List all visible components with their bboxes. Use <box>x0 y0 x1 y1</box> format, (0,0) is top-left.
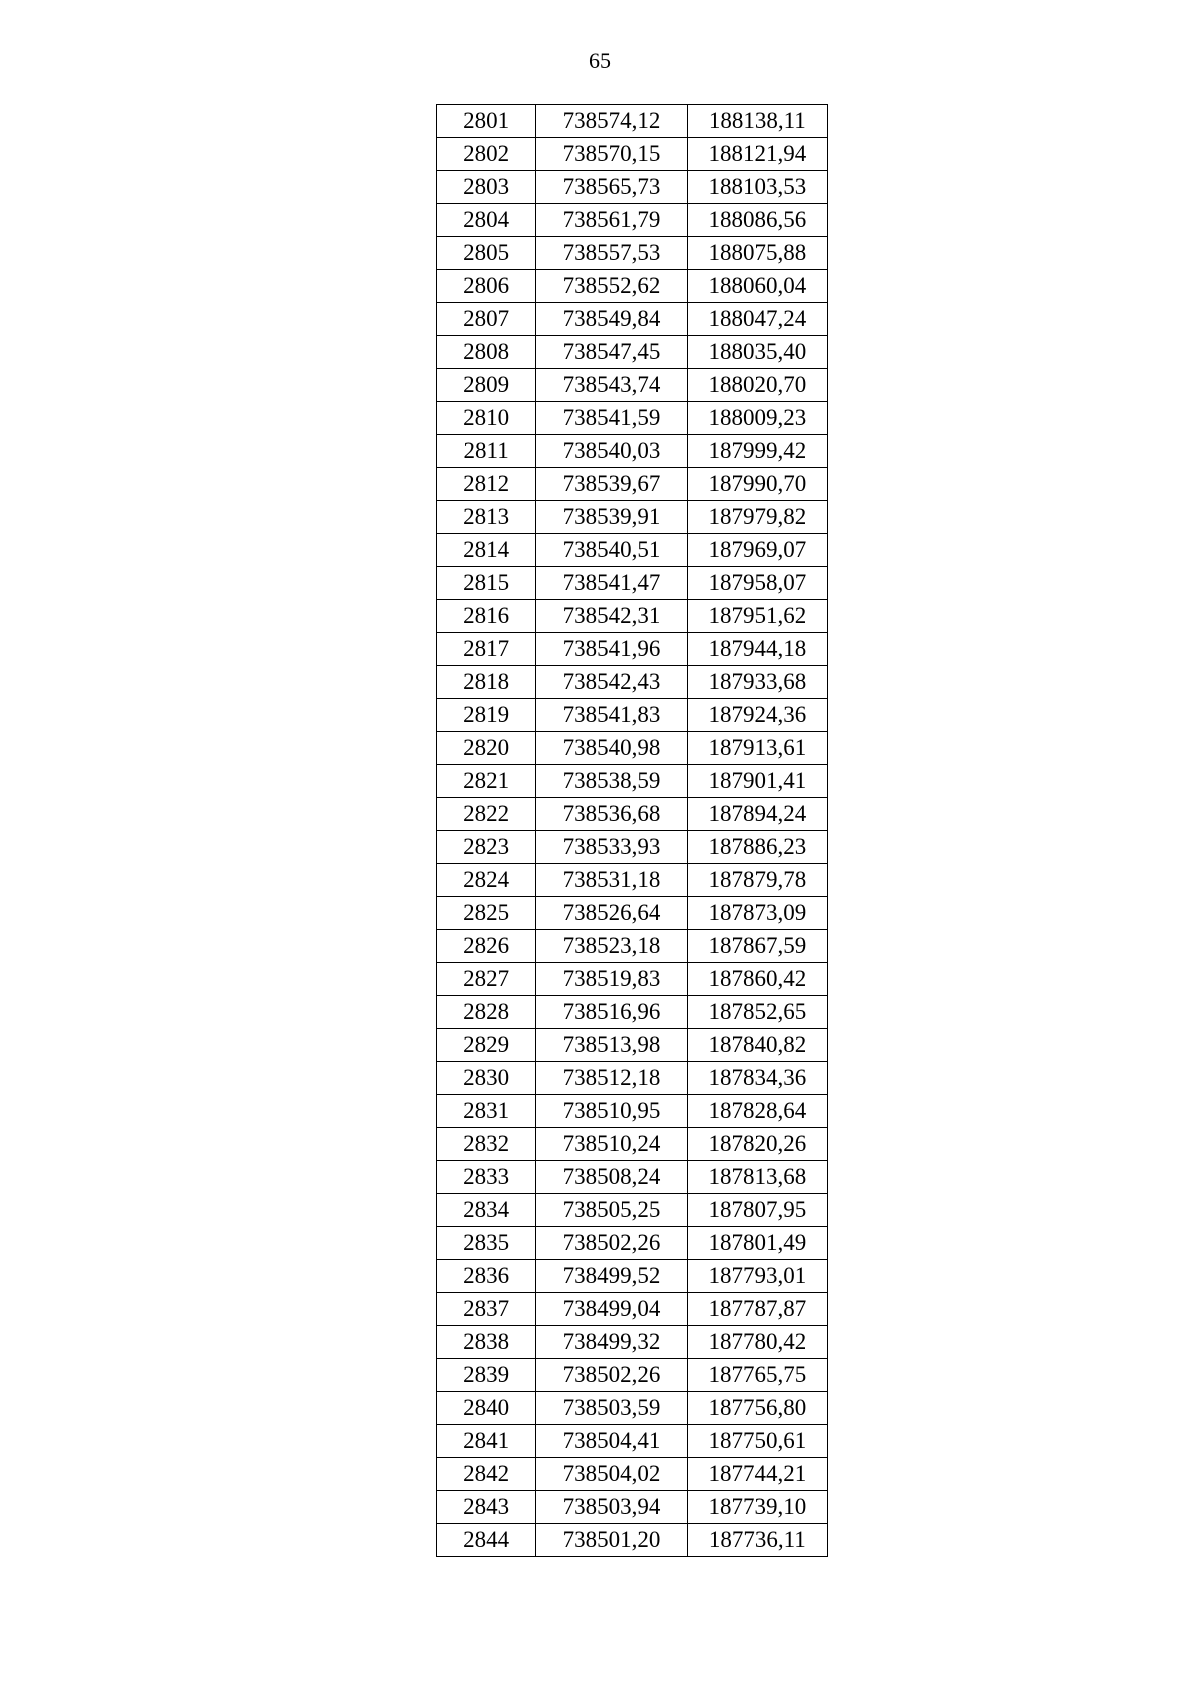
point-number-cell: 2829 <box>437 1029 536 1062</box>
point-number-cell: 2827 <box>437 963 536 996</box>
table-row <box>437 1260 828 1293</box>
y-coordinate-cell: 187873,09 <box>687 897 827 930</box>
table-row <box>437 1029 828 1062</box>
x-coordinate-cell: 738542,31 <box>536 600 687 633</box>
x-coordinate-cell: 738526,64 <box>536 897 687 930</box>
y-coordinate-cell: 187739,10 <box>687 1491 827 1524</box>
table-row <box>437 1161 828 1194</box>
table-row <box>437 237 828 270</box>
point-number-cell: 2835 <box>437 1227 536 1260</box>
table-row <box>437 501 828 534</box>
y-coordinate-cell: 187901,41 <box>687 765 827 798</box>
y-coordinate-cell: 187913,61 <box>687 732 827 765</box>
table-row <box>437 897 828 930</box>
table-row <box>437 699 828 732</box>
coordinates-table <box>436 104 828 1557</box>
x-coordinate-cell: 738502,26 <box>536 1359 687 1392</box>
y-coordinate-cell: 188086,56 <box>687 204 827 237</box>
table-row <box>437 468 828 501</box>
x-coordinate-cell: 738504,41 <box>536 1425 687 1458</box>
table-row <box>437 369 828 402</box>
point-number-cell: 2839 <box>437 1359 536 1392</box>
table-row <box>437 666 828 699</box>
point-number-cell: 2806 <box>437 270 536 303</box>
table-row <box>437 534 828 567</box>
y-coordinate-cell: 187951,62 <box>687 600 827 633</box>
table-row <box>437 1491 828 1524</box>
table-row <box>437 435 828 468</box>
point-number-cell: 2810 <box>437 402 536 435</box>
x-coordinate-cell: 738519,83 <box>536 963 687 996</box>
point-number-cell: 2831 <box>437 1095 536 1128</box>
point-number-cell: 2808 <box>437 336 536 369</box>
y-coordinate-cell: 187879,78 <box>687 864 827 897</box>
x-coordinate-cell: 738510,24 <box>536 1128 687 1161</box>
x-coordinate-cell: 738539,91 <box>536 501 687 534</box>
point-number-cell: 2840 <box>437 1392 536 1425</box>
y-coordinate-cell: 188103,53 <box>687 171 827 204</box>
table-row <box>437 930 828 963</box>
y-coordinate-cell: 188060,04 <box>687 270 827 303</box>
x-coordinate-cell: 738531,18 <box>536 864 687 897</box>
table-row <box>437 1392 828 1425</box>
y-coordinate-cell: 187944,18 <box>687 633 827 666</box>
table-row <box>437 567 828 600</box>
y-coordinate-cell: 187736,11 <box>687 1524 827 1557</box>
y-coordinate-cell: 187979,82 <box>687 501 827 534</box>
x-coordinate-cell: 738502,26 <box>536 1227 687 1260</box>
point-number-cell: 2801 <box>437 105 536 138</box>
x-coordinate-cell: 738499,52 <box>536 1260 687 1293</box>
y-coordinate-cell: 187807,95 <box>687 1194 827 1227</box>
x-coordinate-cell: 738570,15 <box>536 138 687 171</box>
y-coordinate-cell: 187860,42 <box>687 963 827 996</box>
point-number-cell: 2828 <box>437 996 536 1029</box>
y-coordinate-cell: 188047,24 <box>687 303 827 336</box>
point-number-cell: 2824 <box>437 864 536 897</box>
table-row <box>437 600 828 633</box>
point-number-cell: 2822 <box>437 798 536 831</box>
point-number-cell: 2804 <box>437 204 536 237</box>
table-row <box>437 204 828 237</box>
table-row <box>437 1458 828 1491</box>
y-coordinate-cell: 187867,59 <box>687 930 827 963</box>
table-row <box>437 996 828 1029</box>
x-coordinate-cell: 738543,74 <box>536 369 687 402</box>
point-number-cell: 2812 <box>437 468 536 501</box>
x-coordinate-cell: 738574,12 <box>536 105 687 138</box>
point-number-cell: 2825 <box>437 897 536 930</box>
point-number-cell: 2818 <box>437 666 536 699</box>
point-number-cell: 2821 <box>437 765 536 798</box>
table-row <box>437 105 828 138</box>
y-coordinate-cell: 187756,80 <box>687 1392 827 1425</box>
x-coordinate-cell: 738512,18 <box>536 1062 687 1095</box>
x-coordinate-cell: 738536,68 <box>536 798 687 831</box>
table-row <box>437 1194 828 1227</box>
table-row <box>437 1062 828 1095</box>
y-coordinate-cell: 187886,23 <box>687 831 827 864</box>
y-coordinate-cell: 187793,01 <box>687 1260 827 1293</box>
y-coordinate-cell: 187852,65 <box>687 996 827 1029</box>
x-coordinate-cell: 738561,79 <box>536 204 687 237</box>
y-coordinate-cell: 188009,23 <box>687 402 827 435</box>
table-row <box>437 1095 828 1128</box>
y-coordinate-cell: 187813,68 <box>687 1161 827 1194</box>
x-coordinate-cell: 738504,02 <box>536 1458 687 1491</box>
x-coordinate-cell: 738508,24 <box>536 1161 687 1194</box>
point-number-cell: 2815 <box>437 567 536 600</box>
x-coordinate-cell: 738499,32 <box>536 1326 687 1359</box>
x-coordinate-cell: 738557,53 <box>536 237 687 270</box>
x-coordinate-cell: 738523,18 <box>536 930 687 963</box>
point-number-cell: 2834 <box>437 1194 536 1227</box>
table-row <box>437 1326 828 1359</box>
point-number-cell: 2830 <box>437 1062 536 1095</box>
y-coordinate-cell: 187820,26 <box>687 1128 827 1161</box>
x-coordinate-cell: 738499,04 <box>536 1293 687 1326</box>
y-coordinate-cell: 187958,07 <box>687 567 827 600</box>
x-coordinate-cell: 738549,84 <box>536 303 687 336</box>
y-coordinate-cell: 188075,88 <box>687 237 827 270</box>
point-number-cell: 2802 <box>437 138 536 171</box>
point-number-cell: 2813 <box>437 501 536 534</box>
y-coordinate-cell: 187924,36 <box>687 699 827 732</box>
point-number-cell: 2833 <box>437 1161 536 1194</box>
y-coordinate-cell: 188138,11 <box>687 105 827 138</box>
point-number-cell: 2817 <box>437 633 536 666</box>
x-coordinate-cell: 738565,73 <box>536 171 687 204</box>
point-number-cell: 2841 <box>437 1425 536 1458</box>
table-row <box>437 831 828 864</box>
table-row <box>437 303 828 336</box>
y-coordinate-cell: 187990,70 <box>687 468 827 501</box>
x-coordinate-cell: 738510,95 <box>536 1095 687 1128</box>
y-coordinate-cell: 187787,87 <box>687 1293 827 1326</box>
y-coordinate-cell: 187933,68 <box>687 666 827 699</box>
table-row <box>437 336 828 369</box>
x-coordinate-cell: 738513,98 <box>536 1029 687 1062</box>
point-number-cell: 2807 <box>437 303 536 336</box>
table-row <box>437 633 828 666</box>
point-number-cell: 2837 <box>437 1293 536 1326</box>
point-number-cell: 2832 <box>437 1128 536 1161</box>
point-number-cell: 2823 <box>437 831 536 864</box>
y-coordinate-cell: 188035,40 <box>687 336 827 369</box>
x-coordinate-cell: 738540,98 <box>536 732 687 765</box>
point-number-cell: 2811 <box>437 435 536 468</box>
table-row <box>437 1425 828 1458</box>
x-coordinate-cell: 738516,96 <box>536 996 687 1029</box>
y-coordinate-cell: 187780,42 <box>687 1326 827 1359</box>
table-row <box>437 1128 828 1161</box>
table-row <box>437 138 828 171</box>
table-row <box>437 798 828 831</box>
table-row <box>437 1227 828 1260</box>
y-coordinate-cell: 187999,42 <box>687 435 827 468</box>
point-number-cell: 2809 <box>437 369 536 402</box>
table-row <box>437 171 828 204</box>
x-coordinate-cell: 738503,59 <box>536 1392 687 1425</box>
x-coordinate-cell: 738552,62 <box>536 270 687 303</box>
point-number-cell: 2826 <box>437 930 536 963</box>
table-row <box>437 765 828 798</box>
y-coordinate-cell: 187834,36 <box>687 1062 827 1095</box>
y-coordinate-cell: 187894,24 <box>687 798 827 831</box>
y-coordinate-cell: 187744,21 <box>687 1458 827 1491</box>
point-number-cell: 2844 <box>437 1524 536 1557</box>
table-row <box>437 864 828 897</box>
table-row <box>437 402 828 435</box>
x-coordinate-cell: 738547,45 <box>536 336 687 369</box>
point-number-cell: 2803 <box>437 171 536 204</box>
x-coordinate-cell: 738541,47 <box>536 567 687 600</box>
point-number-cell: 2819 <box>437 699 536 732</box>
x-coordinate-cell: 738503,94 <box>536 1491 687 1524</box>
point-number-cell: 2838 <box>437 1326 536 1359</box>
table-row <box>437 1293 828 1326</box>
y-coordinate-cell: 187828,64 <box>687 1095 827 1128</box>
table-row <box>437 270 828 303</box>
table-row <box>437 963 828 996</box>
coordinates-table-body <box>437 105 828 1557</box>
x-coordinate-cell: 738501,20 <box>536 1524 687 1557</box>
y-coordinate-cell: 188020,70 <box>687 369 827 402</box>
y-coordinate-cell: 188121,94 <box>687 138 827 171</box>
x-coordinate-cell: 738542,43 <box>536 666 687 699</box>
y-coordinate-cell: 187750,61 <box>687 1425 827 1458</box>
x-coordinate-cell: 738505,25 <box>536 1194 687 1227</box>
x-coordinate-cell: 738541,83 <box>536 699 687 732</box>
x-coordinate-cell: 738540,03 <box>536 435 687 468</box>
table-row <box>437 1524 828 1557</box>
point-number-cell: 2816 <box>437 600 536 633</box>
y-coordinate-cell: 187969,07 <box>687 534 827 567</box>
x-coordinate-cell: 738540,51 <box>536 534 687 567</box>
y-coordinate-cell: 187840,82 <box>687 1029 827 1062</box>
y-coordinate-cell: 187801,49 <box>687 1227 827 1260</box>
x-coordinate-cell: 738541,59 <box>536 402 687 435</box>
x-coordinate-cell: 738539,67 <box>536 468 687 501</box>
point-number-cell: 2805 <box>437 237 536 270</box>
point-number-cell: 2814 <box>437 534 536 567</box>
table-row <box>437 732 828 765</box>
table-row <box>437 1359 828 1392</box>
point-number-cell: 2820 <box>437 732 536 765</box>
point-number-cell: 2842 <box>437 1458 536 1491</box>
x-coordinate-cell: 738538,59 <box>536 765 687 798</box>
page-number: 65 <box>589 48 611 73</box>
x-coordinate-cell: 738541,96 <box>536 633 687 666</box>
point-number-cell: 2836 <box>437 1260 536 1293</box>
x-coordinate-cell: 738533,93 <box>536 831 687 864</box>
point-number-cell: 2843 <box>437 1491 536 1524</box>
y-coordinate-cell: 187765,75 <box>687 1359 827 1392</box>
